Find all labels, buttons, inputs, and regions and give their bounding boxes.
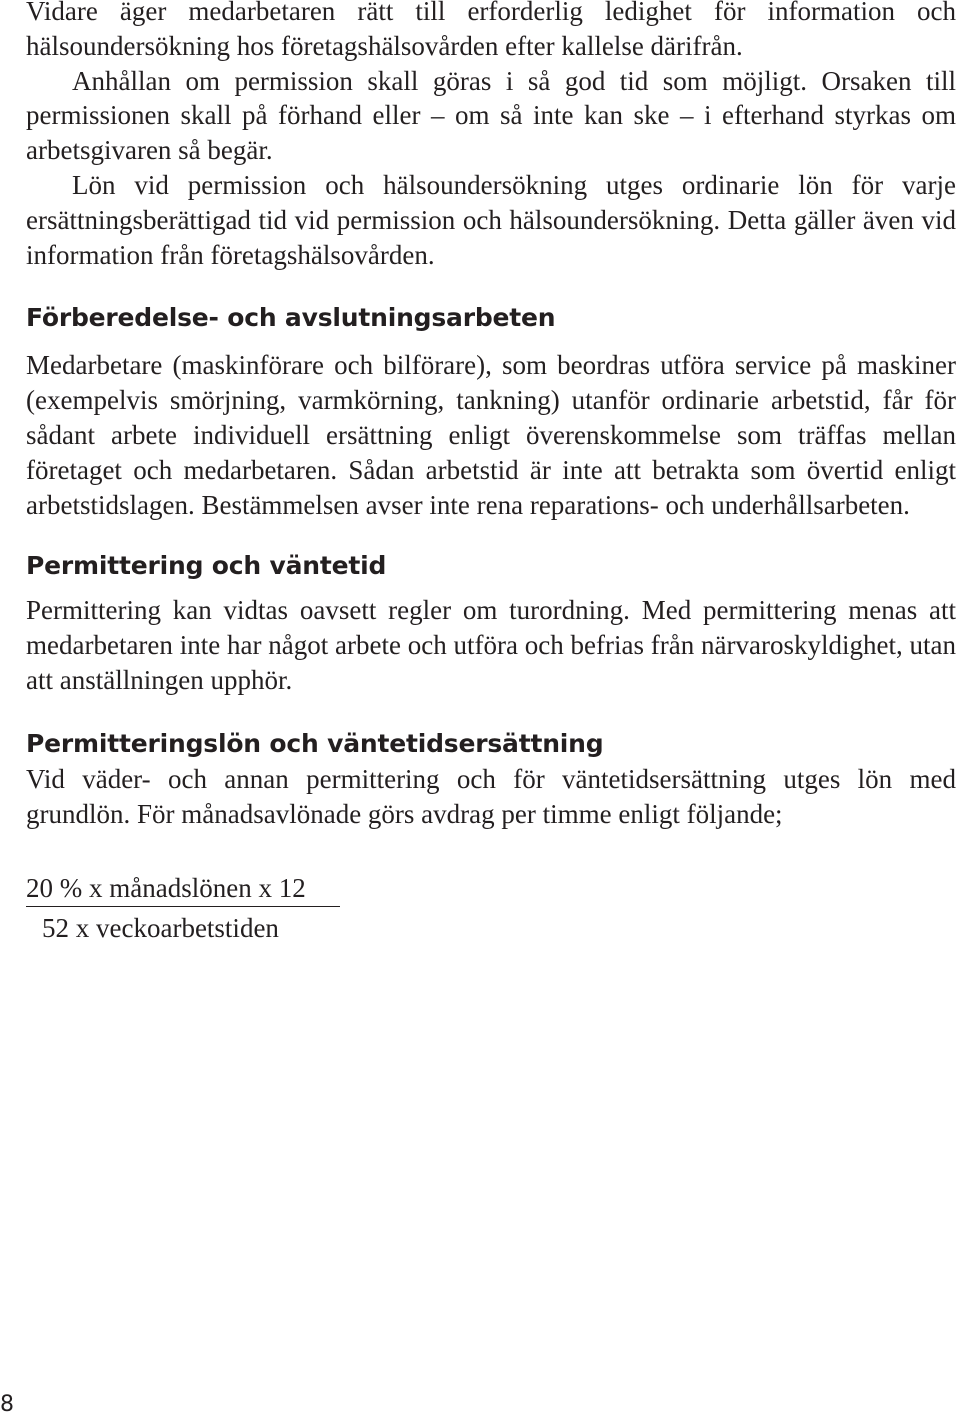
page-number: 8 [0, 1392, 14, 1417]
paragraph-permission-pay: Lön vid permission och hälsoundersökning utges ordinarie lön för varje ersättningsberättigad tid vid permission och hälsoundersökning. Detta gäller även vid information från företagshälsovården. [26, 169, 956, 270]
formula-numerator: 20 % x månadslönen x 12 [26, 873, 306, 904]
paragraph-preparation: Medarbetare (maskinförare och bilförare), som beordras utföra service på maskiner (exempelvis smörjning, varmkörning, tankning) utanför ordinarie arbetstid, får för sådant arbete individuell ersättning enligt överenskommelse som träffas mellan företaget och medarbetaren. Sådan arbetstid är inte att betrakta som övertid enligt arbetstidslagen. Bestämmelsen avser inte rena reparations- och underhållsarbeten. [26, 350, 956, 520]
paragraph-layoff: Permittering kan vidtas oavsett regler om turordning. Med permittering menas att medarbetaren inte har något arbete och utföra och befrias från närvaroskyldighet, utan att anställningen upphör. [26, 595, 956, 695]
section-heading-layoff-pay: Permitteringslön och väntetidsersättning [26, 728, 604, 758]
section-heading-preparation: Förberedelse- och avslutningsarbeten [26, 303, 556, 333]
paragraph-information-leave: Vidare äger medarbetaren rätt till erforderlig ledighet för information och hälsoundersökning hos företagshälsovården efter kallelse därifrån. [26, 0, 956, 61]
formula-denominator: 52 x veckoarbetstiden [42, 913, 279, 944]
paragraph-layoff-pay: Vid väder- och annan permittering och för väntetidsersättning utges lön med grundlön. För månadsavlönade görs avdrag per timme enligt följande; [26, 763, 956, 829]
document-page [26, 0, 956, 945]
paragraph-permission-request: Anhållan om permission skall göras i så god tid som möjligt. Orsaken till permissionen skall på förhand eller – om så inte kan ske – i efterhand styrkas om arbetsgivaren så begär. [26, 65, 956, 166]
fraction-bar [26, 906, 340, 907]
section-heading-layoff: Permittering och väntetid [26, 551, 387, 581]
deduction-formula [26, 871, 956, 945]
